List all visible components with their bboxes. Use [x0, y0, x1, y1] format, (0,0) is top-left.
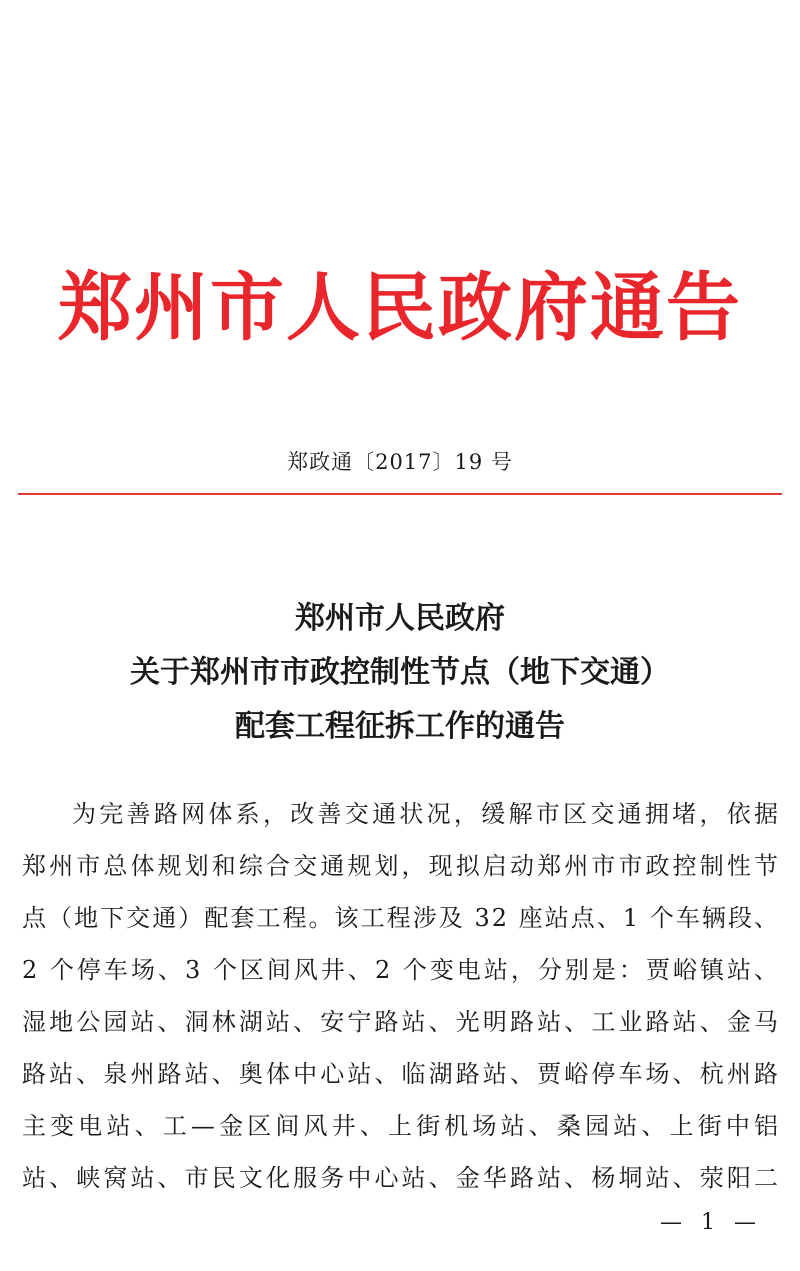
body-paragraph [22, 788, 780, 1204]
body-line: 为完善路网体系，改善交通状况，缓解市区交通拥堵，依据 [72, 800, 780, 828]
body-line: 路站、泉州路站、奥体中心站、临湖路站、贾峪停车场、杭州路 [22, 1060, 780, 1088]
body-line: 湿地公园站、洞林湖站、安宁路站、光明路站、工业路站、金马 [22, 1008, 780, 1036]
title-line-3: 配套工程征拆工作的通告 [235, 709, 565, 744]
body-line: 点（地下交通）配套工程。该工程涉及 32 座站点、1 个车辆段、 [22, 904, 780, 932]
body-line: 郑州市总体规划和综合交通规划，现拟启动郑州市市政控制性节 [22, 852, 780, 880]
title-line-1: 郑州市人民政府 [295, 601, 505, 636]
title-line-2: 关于郑州市市政控制性节点（地下交通） [130, 655, 670, 690]
masthead-title: 郑州市人民政府通告 [58, 265, 742, 351]
notice-title [0, 592, 800, 754]
body-line: 主变电站、工—金区间风井、上街机场站、桑园站、上街中铝 [22, 1112, 780, 1140]
document-number: 郑政通〔2017〕19 号 [287, 450, 513, 474]
red-separator-line [18, 493, 782, 495]
body-line: 2 个停车场、3 个区间风井、2 个变电站，分别是：贾峪镇站、 [22, 956, 780, 984]
body-line: 站、峡窝站、市民文化服务中心站、金华路站、杨垌站、荥阳二 [22, 1164, 780, 1192]
page-number: — 1 — [660, 1210, 762, 1235]
